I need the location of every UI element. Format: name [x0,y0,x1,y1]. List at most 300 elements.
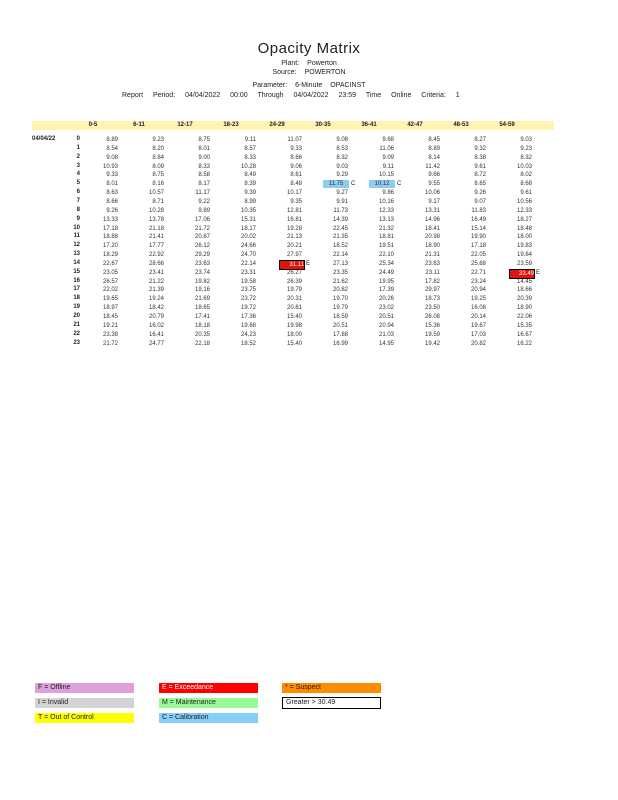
matrix-cell: 9.06 [290,163,302,170]
matrix-cell: 14.95 [378,340,394,347]
matrix-cell: 9.27 [336,190,348,197]
row-hour-label: 12 [73,242,80,249]
legend-suspect: * = Suspect [282,683,381,693]
matrix-cell: 23.63 [424,260,440,267]
legend-maintenance: M = Maintenance [159,698,258,708]
matrix-cell: 18.65 [194,305,210,312]
matrix-cell: 9.29 [336,172,348,179]
matrix-cell: 11.06 [379,145,394,152]
parameter-value: 6-Minute [295,82,323,89]
matrix-cell: 19.67 [470,322,486,329]
matrix-cell: 9.26 [106,207,118,214]
time-label: Time [365,92,382,99]
matrix-cell: 23.63 [194,260,210,267]
matrix-cell: 27.13 [332,260,348,267]
matrix-cell: 10.28 [148,207,164,214]
matrix-cell: 11.07 [287,137,302,143]
matrix-cell: 19.42 [424,340,440,347]
row-hour-label: 3 [76,162,80,169]
row-hour-label: 19 [73,304,80,311]
plant-value: Powerton [307,60,337,67]
matrix-cell: 29.97 [424,287,440,294]
matrix-cell: 8.49 [244,172,256,179]
matrix-cell: 20.94 [378,322,394,329]
matrix-cell: 9.61 [520,190,532,197]
column-header: 24-29 [269,122,285,128]
matrix-cell: 8.72 [474,172,486,179]
matrix-cell: 9.35 [290,198,302,205]
matrix-cell: 26.08 [424,314,440,320]
matrix-cell: 19.70 [332,296,348,303]
matrix-cell: 19.79 [332,305,348,312]
matrix-cell: 20.21 [286,243,302,250]
matrix-cell: 8.27 [474,137,486,143]
column-header: 6-11 [133,122,145,128]
matrix-cell: 18.18 [194,322,210,329]
matrix-cell: 9.91 [336,198,348,205]
period-start-date: 04/04/2022 [185,92,221,99]
matrix-cell: 17.88 [332,331,348,338]
matrix-cell: 18.45 [102,314,118,320]
matrix-cell: 17.41 [194,314,210,320]
plant-line [0,60,618,68]
row-hour-label: 13 [73,251,80,258]
matrix-cell: 8.54 [106,145,118,152]
matrix-cell: 19.58 [240,278,256,285]
matrix-cell: 14.96 [424,216,440,223]
report-title: Opacity Matrix [257,40,361,57]
matrix-cell: 22.02 [102,287,118,294]
criteria-label: Criteria: [421,92,446,99]
row-hour-label: 11 [73,233,80,240]
matrix-date: 04/04/22 [32,136,56,142]
matrix-cell: 10.28 [240,163,256,170]
matrix-cell: 23.59 [516,260,532,267]
row-hour-label: 4 [76,171,80,178]
matrix-cell: 21.03 [378,331,394,338]
source-value: POWERTON [304,69,346,76]
matrix-cell: 11.42 [425,163,440,170]
matrix-cell: 23.11 [425,269,440,276]
matrix-cell: 23.75 [240,287,256,294]
cell-flag-code: C [397,181,402,188]
matrix-cell: 12.81 [286,207,302,214]
legend-offline: F = Offline [35,683,134,693]
matrix-cell: 18.90 [424,243,440,250]
calibration-cell: 11.75 [323,180,349,188]
matrix-cell: 23.72 [240,296,256,303]
matrix-cell: 13.31 [424,207,440,214]
parameter-line [0,82,618,90]
matrix-cell: 17.18 [470,243,486,250]
matrix-cell: 18.59 [332,314,348,320]
matrix-cell: 22.14 [240,260,256,267]
matrix-cell: 21.35 [332,234,348,241]
column-header: 42-47 [407,122,423,128]
matrix-cell: 19.51 [378,243,394,250]
matrix-cell: 21.13 [286,234,302,241]
matrix-cell: 11.17 [195,190,210,197]
matrix-cell: 9.03 [520,137,532,143]
matrix-cell: 15.36 [424,322,440,329]
matrix-cell: 8.01 [106,181,118,188]
matrix-cell: 8.02 [520,172,532,179]
matrix-cell: 21.69 [194,296,210,303]
matrix-cell: 20.87 [194,234,210,241]
matrix-cell: 8.53 [336,145,348,152]
matrix-cell: 23.50 [424,305,440,312]
report-period-line [122,92,468,99]
matrix-cell: 28.66 [148,260,164,267]
report-label: Report [122,92,144,99]
column-header: 18-23 [223,122,239,128]
matrix-cell: 8.84 [152,154,164,161]
matrix-cell: 12.33 [516,207,532,214]
matrix-cell: 19.21 [102,322,118,329]
matrix-cell: 26.27 [286,269,302,276]
matrix-cell: 19.98 [286,322,302,329]
matrix-cell: 9.08 [336,137,348,143]
matrix-cell: 8.32 [520,154,532,161]
legend-greater-threshold: Greater > 30.49 [282,697,381,709]
matrix-cell: 19.79 [286,287,302,294]
matrix-cell: 21.18 [148,225,164,232]
matrix-cell: 17.06 [194,216,210,223]
matrix-cell: 18.97 [102,305,118,312]
matrix-cell: 27.97 [286,252,302,259]
matrix-cell: 19.95 [378,278,394,285]
matrix-cell: 18.29 [102,252,118,259]
matrix-cell: 15.40 [286,314,302,320]
matrix-cell: 20.39 [516,296,532,303]
matrix-cell: 16.49 [470,216,486,223]
through-label: Through [257,92,284,99]
matrix-cell: 20.82 [470,340,486,347]
column-header: 0-5 [88,122,98,128]
matrix-cell: 18.52 [240,340,256,347]
matrix-cell: 20.79 [148,314,164,320]
matrix-cell: 11.83 [471,207,486,214]
matrix-cell: 9.11 [382,163,394,170]
exceedance-cell: 33.49 [509,269,535,279]
matrix-cell: 21.22 [148,278,164,285]
matrix-cell: 19.68 [240,322,256,329]
matrix-cell: 9.23 [152,137,164,143]
matrix-cell: 8.20 [152,145,164,152]
matrix-cell: 9.39 [244,190,256,197]
matrix-cell: 8.66 [290,154,302,161]
matrix-cell: 8.17 [198,181,210,188]
matrix-cell: 20.98 [424,234,440,241]
matrix-cell: 12.33 [378,207,394,214]
period-end-date: 04/04/2022 [293,92,329,99]
matrix-cell: 20.94 [470,287,486,294]
matrix-cell: 8.63 [106,190,118,197]
matrix-cell: 10.93 [102,163,118,170]
matrix-cell: 18.00 [516,234,532,241]
matrix-cell: 20.26 [378,296,394,303]
period-label: Period: [152,92,176,99]
matrix-cell: 21.31 [424,252,440,259]
matrix-cell: 9.09 [382,154,394,161]
matrix-cell: 22.14 [332,252,348,259]
matrix-cell: 19.90 [470,234,486,241]
matrix-cell: 22.67 [102,260,118,267]
matrix-cell: 13.33 [102,216,118,223]
matrix-cell: 23.24 [470,278,486,285]
matrix-cell: 9.66 [428,172,440,179]
matrix-cell: 18.17 [240,225,256,232]
matrix-cell: 26.12 [194,243,210,250]
matrix-cell: 8.65 [474,181,486,188]
matrix-cell: 18.90 [516,305,532,312]
matrix-cell: 9.61 [474,163,486,170]
row-hour-label: 20 [73,313,80,319]
matrix-cell: 16.41 [148,331,164,338]
matrix-cell: 8.58 [198,172,210,179]
matrix-cell: 19.24 [148,296,164,303]
matrix-cell: 22.06 [516,314,532,320]
matrix-cell: 10.35 [240,207,256,214]
matrix-cell: 24.23 [240,331,256,338]
matrix-cell: 8.75 [152,172,164,179]
matrix-cell: 23.38 [102,331,118,338]
matrix-cell: 18.48 [516,225,532,232]
matrix-cell: 9.55 [428,181,440,188]
row-hour-label: 21 [73,321,80,328]
row-hour-label: 23 [73,339,80,346]
matrix-cell: 22.18 [194,340,210,347]
matrix-cell: 17.77 [148,243,164,250]
matrix-cell: 22.71 [470,269,486,276]
matrix-cell: 8.33 [244,154,256,161]
column-header: 54-59 [499,122,515,128]
matrix-cell: 16.02 [148,322,164,329]
cell-flag-code: E [536,269,541,276]
matrix-cell: 9.03 [336,163,348,170]
matrix-cell: 23.74 [194,269,210,276]
matrix-cell: 9.89 [198,207,210,214]
matrix-cell: 9.17 [428,198,440,205]
matrix-cell: 15.14 [470,225,486,232]
matrix-cell: 9.07 [474,198,486,205]
matrix-cell: 21.62 [332,278,348,285]
matrix-cell: 19.59 [424,331,440,338]
period-start-time: 00:00 [230,92,248,99]
matrix-cell: 20.02 [240,234,256,241]
matrix-cell: 26.57 [102,278,118,285]
cell-flag-code: C [351,181,356,188]
matrix-cell: 24.70 [240,252,256,259]
row-hour-label: 5 [76,180,80,187]
exceedance-cell: 31.11 [279,260,305,270]
row-hour-label: 22 [73,330,80,337]
matrix-cell: 19.72 [240,305,256,312]
matrix-cell: 24.66 [240,243,256,250]
matrix-cell: 19.83 [516,243,532,250]
source-label: Source: [272,69,297,76]
matrix-cell: 21.41 [148,234,164,241]
matrix-cell: 8.14 [428,154,440,161]
matrix-cell: 8.99 [244,198,256,205]
column-header: 36-41 [361,122,377,128]
matrix-cell: 23.05 [102,269,118,276]
matrix-cell: 23.31 [240,269,256,276]
matrix-cell: 10.56 [516,198,532,205]
matrix-cell: 8.32 [336,154,348,161]
matrix-cell: 8.75 [198,137,210,143]
matrix-cell: 15.40 [286,340,302,347]
matrix-cell: 22.05 [470,252,486,259]
matrix-cell: 10.15 [378,172,394,179]
row-hour-label: 16 [73,277,80,284]
matrix-cell: 8.16 [152,181,164,188]
matrix-cell: 8.01 [198,145,210,152]
matrix-cell: 9.32 [474,145,486,152]
row-hour-label: 8 [76,206,80,213]
matrix-cell: 10.57 [148,190,164,197]
matrix-cell: 29.29 [194,252,210,259]
legend-calibration: C = Calibration [159,713,258,723]
matrix-cell: 24.49 [378,269,394,276]
matrix-cell: 17.36 [240,314,256,320]
matrix-cell: 15.35 [516,322,532,329]
matrix-cell: 22.10 [378,252,394,259]
row-hour-label: 9 [76,215,80,222]
matrix-cell: 9.00 [198,154,210,161]
matrix-cell: 8.48 [290,181,302,188]
matrix-cell: 17.03 [470,331,486,338]
matrix-cell: 8.39 [244,181,256,188]
source-line [0,69,618,77]
matrix-cell: 20.61 [286,305,302,312]
matrix-cell: 11.73 [333,207,348,214]
matrix-cell: 9.86 [382,190,394,197]
matrix-cell: 17.18 [102,225,118,232]
legend-exceedance: E = Exceedance [159,683,258,693]
row-hour-label: 1 [76,144,80,151]
matrix-cell: 10.06 [424,190,440,197]
matrix-cell: 18.42 [148,305,164,312]
matrix-cell: 25.68 [470,260,486,267]
matrix-cell: 18.27 [516,216,532,223]
matrix-cell: 20.51 [332,322,348,329]
matrix-cell: 16.67 [516,331,532,338]
matrix-cell: 20.31 [286,296,302,303]
matrix-cell: 19.82 [194,278,210,285]
matrix-cell: 9.26 [474,190,486,197]
matrix-cell: 23.35 [332,269,348,276]
legend-invalid: I = Invalid [35,698,134,708]
matrix-cell: 26.39 [286,278,302,285]
matrix-cell: 21.72 [194,225,210,232]
column-header: 12-17 [177,122,193,128]
matrix-cell: 18.88 [102,234,118,241]
matrix-cell: 13.13 [378,216,394,223]
matrix-cell: 9.11 [244,137,256,143]
row-hour-label: 18 [73,295,80,302]
matrix-cell: 21.72 [102,340,118,347]
matrix-cell: 9.33 [106,172,118,179]
matrix-cell: 21.32 [378,225,394,232]
column-header: 30-35 [315,122,331,128]
matrix-cell: 9.68 [382,137,394,143]
matrix-cell: 20.82 [332,287,348,294]
matrix-cell: 21.39 [148,287,164,294]
row-hour-label: 15 [73,268,80,275]
matrix-cell: 20.35 [194,331,210,338]
matrix-cell: 18.52 [332,243,348,250]
matrix-cell: 17.39 [378,287,394,294]
matrix-cell: 18.00 [286,331,302,338]
matrix-cell: 19.28 [286,225,302,232]
online-label: Online [391,92,412,99]
matrix-cell: 18.73 [424,296,440,303]
parameter-code: OPACINST [330,82,366,89]
matrix-cell: 10.16 [378,198,394,205]
parameter-label: Parameter: [252,82,288,89]
matrix-cell: 16.81 [286,216,302,223]
matrix-cell: 16.22 [516,340,532,347]
matrix-cell: 17.82 [424,278,440,285]
matrix-cell: 8.38 [474,154,486,161]
matrix-cell: 18.81 [378,234,394,241]
matrix-cell: 19.25 [470,296,486,303]
matrix-cell: 8.66 [106,198,118,205]
matrix-cell: 22.45 [332,225,348,232]
matrix-cell: 18.41 [424,225,440,232]
row-hour-label: 14 [73,259,80,266]
criteria-value: 1 [455,92,460,99]
row-hour-label: 17 [73,286,80,293]
row-hour-label: 7 [76,197,80,204]
matrix-cell: 9.23 [520,145,532,152]
cell-flag-code: E [306,260,311,267]
matrix-cell: 19.16 [194,287,210,294]
matrix-cell: 10.17 [286,190,302,197]
matrix-cell: 22.92 [148,252,164,259]
calibration-cell: 10.12 [369,180,395,188]
matrix-cell: 23.41 [148,269,164,276]
matrix-cell: 16.99 [332,340,348,347]
row-hour-label: 0 [76,136,80,142]
matrix-cell: 14.45 [516,278,532,285]
matrix-cell: 10.03 [516,163,532,170]
matrix-cell: 25.34 [378,260,394,267]
row-hour-label: 10 [73,224,80,231]
matrix-cell: 8.45 [428,137,440,143]
matrix-cell: 9.22 [198,198,210,205]
matrix-cell: 9.08 [106,154,118,161]
column-header: 48-53 [453,122,469,128]
period-end-time: 23:59 [338,92,357,99]
matrix-cell: 13.78 [148,216,164,223]
row-hour-label: 2 [76,153,80,160]
matrix-cell: 8.57 [244,145,256,152]
matrix-cell: 8.89 [106,137,118,143]
matrix-cell: 16.08 [470,305,486,312]
matrix-cell: 8.89 [428,145,440,152]
matrix-cell: 8.68 [520,181,532,188]
matrix-cell: 24.77 [148,340,164,347]
plant-label: Plant: [281,60,300,67]
matrix-cell: 20.51 [378,314,394,320]
matrix-cell: 14.39 [332,216,348,223]
matrix-cell: 8.61 [290,172,302,179]
matrix-cell: 9.33 [290,145,302,152]
row-hour-label: 6 [76,189,80,196]
matrix-cell: 17.20 [102,243,118,250]
